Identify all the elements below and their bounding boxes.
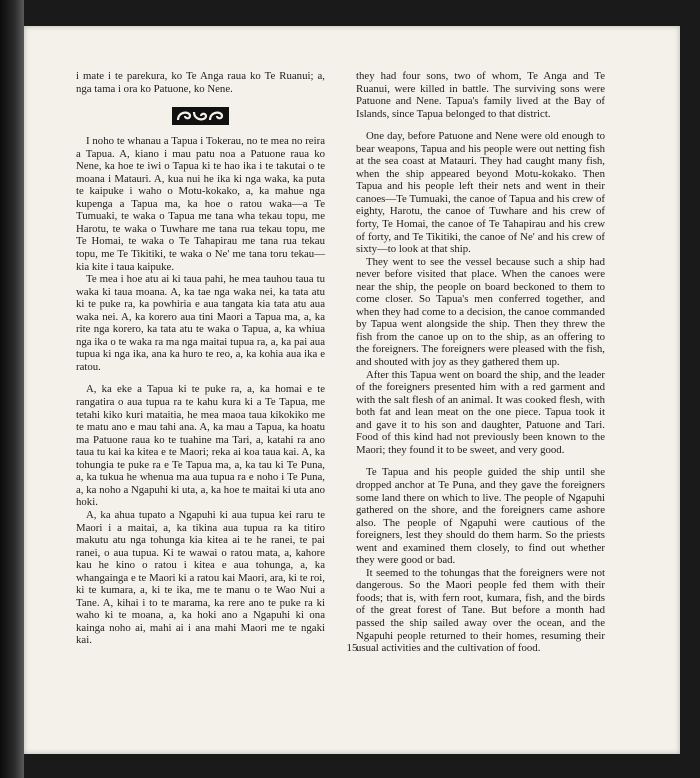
left-paragraph: A, ka eke a Tapua ki te puke ra, a, ka homai e te rangatira o aua tupua ra te kahu kura ki a Te Tapua, me tetahi kiko kuri mataitia, he mea maoa taua kikokiko me te matu ano e mau tahi ana. A, ka mau a Tapua, ka hoatu ma Patuone raua ko te tuahine ma Tari, a, katahi ra ano taua tu kai ka kitea e te Maori; reka ai koa taua kai. A, ka tohungia te puke ra e Te Tapua ma, a, ka tau ki Te Puna, a, ka tukua he whenua ma aua tupua ra e noho i Te Puna, a, ka noho a Ngapuhi ki uta, a, ka hoe te maitai ki uta ano hoki. (76, 383, 325, 509)
right-paragraph: One day, before Patuone and Nene were old enough to bear weapons, Tapua and his people were out netting fish at the sea coast at Matauri. They had caught many fish, when the ship appeared beyond Motu-kokako. Then Tapua and his people left their nets and went in their canoes—Te Tumuaki, the canoe of Tapua and his crew of eighty, Harotu, the canoe of Tuwhare and his crew of forty, Te Homai, the canoe of Te Tahapirau and his crew of forty, and Te Tikitiki, the canoe of Ne' and his crew of sixty—to look at that ship. (356, 130, 605, 256)
maori-text-column (76, 70, 325, 647)
page-number: 15 (346, 642, 358, 654)
book-page (24, 26, 680, 754)
section-ornament (76, 107, 325, 125)
book-binding-edge (0, 0, 24, 778)
right-paragraph: Te Tapua and his people guided the ship until she dropped anchor at Te Puna, and they gave the foreigners some land there on which to live. The people of Ngapuhi gathered on the shore, and the foreigners came ashore also. The people of Ngapuhi were cautious of the foreigners, lest they should do them harm. So the priests went and examined them closely, to find out whether they were good or bad. (356, 466, 605, 567)
right-paragraph: It seemed to the tohungas that the foreigners were not dangerous. So the Maori people fed them with their foods; that is, with fern root, kumara, fish, and the birds of the great forest of Tane. But before a month had passed the ship sailed away over the ocean, and the Ngapuhi people returned to their homes, resuming their usual activities and the cultivation of food. (356, 566, 605, 655)
right-paragraph: They went to see the vessel because such a ship had never before visited that place. When the canoes were near the ship, the people on board beckoned to them to come closer. So Tapua's men conferred together, and when they had come to a decision, the canoe commanded by Tapua went alongside the ship. Then they threw the fish from the canoe up on to the ship, as an offering to the foreigners. The foreigners were pleased with the fish, and shouted with joy as they gathered them up. (356, 255, 605, 369)
left-paragraph: A, ka ahua tupato a Ngapuhi ki aua tupua kei raru te Maori i a maitai, a, ka tikina aua tupua ra ka titiro makutu atu nga tohunga kia kitea ai te he ranei, te pai ranei, o aua tupua. Ki te wawai o ratou mata, a, kahore kau he kino o ratou i kitea e aua tohunga, a, ka whangainga e te Maori ki a ratou kai Maori, ara, ki te roi, ki te kumara, a, ki te ika, me te manu o te Wao Nui a Tane. A, kihai i to te marama, ka rere ano te puke ra ki waho ki te moana, a, ka hoki ano a Ngapuhi ki ona kainga noho ai, mahi ai i ana mahi Maori me te ngaki kai. (76, 508, 325, 647)
english-text-column (356, 70, 605, 655)
koru-scroll-ornament-icon (172, 107, 229, 125)
left-intro-paragraph: i mate i te parekura, ko Te Anga raua ko Te Ruanui; a, nga tama i ora ko Patuone, ko Nene. (76, 70, 325, 95)
left-paragraph: I noho te whanau a Tapua i Tokerau, no te mea no reira a Tapua. A, kiano i mau patu noa a Patuone raua ko Nene, ka hoe te iwi o Tapua ki te hao ika i te takutai o te moana i Matauri. A, kua nui he ika ki nga waka, ka puta te kaipuke i waho o Motu-kokako, a, ka mahue nga kupenga a Tapua ma, ka hoe o ratou waka—a Te Tumuaki, te waka o Tapua me tana wha tekau topu, me Harotu, te waka o Tuwhare me tana rua tekau topu, me Te Homai, te waka o Te Tahapirau me tana rua tekau topu, me Te Tikitiki, te waka o Ne' me tana toru tekau—kia kite i taua kaipuke. (76, 135, 325, 273)
right-intro-paragraph: they had four sons, two of whom, Te Anga and Te Ruanui, were killed in battle. The surviving sons were Patuone and Nene. Tapua's family lived at the Bay of Islands, since Tapua belonged to that district. (356, 70, 605, 120)
left-paragraph: Te mea i hoe atu ai ki taua pahi, he mea tauhou taua tu waka ki taua moana. A, ka tae nga waka nei, ka tata atu ki te puke ra, ka powhiria e aua tangata kia tata atu aua waka nei. A, ka korero aua tini Maori a Tapua ma, a, ka rite nga korero, ka tata atu te waka o Tapua, a, ka whiua nga ika o te waka ra ma nga maitai tupua ra, a, ka pai aua tupua ki nga ika, ana ka huro te reo, a, ka kohia aua ika e ratou. (76, 273, 325, 373)
right-paragraph: After this Tapua went on board the ship, and the leader of the foreigners presented him with a red garment and with the salt flesh of an animal. It was cooked flesh, with both fat and lean meat on the one piece. Tapua took it and gave it to his son and daughter, Patuone and Tari. Food of this kind had not previously been known to the Maori; they found it to be sweet, and very good. (356, 368, 605, 456)
